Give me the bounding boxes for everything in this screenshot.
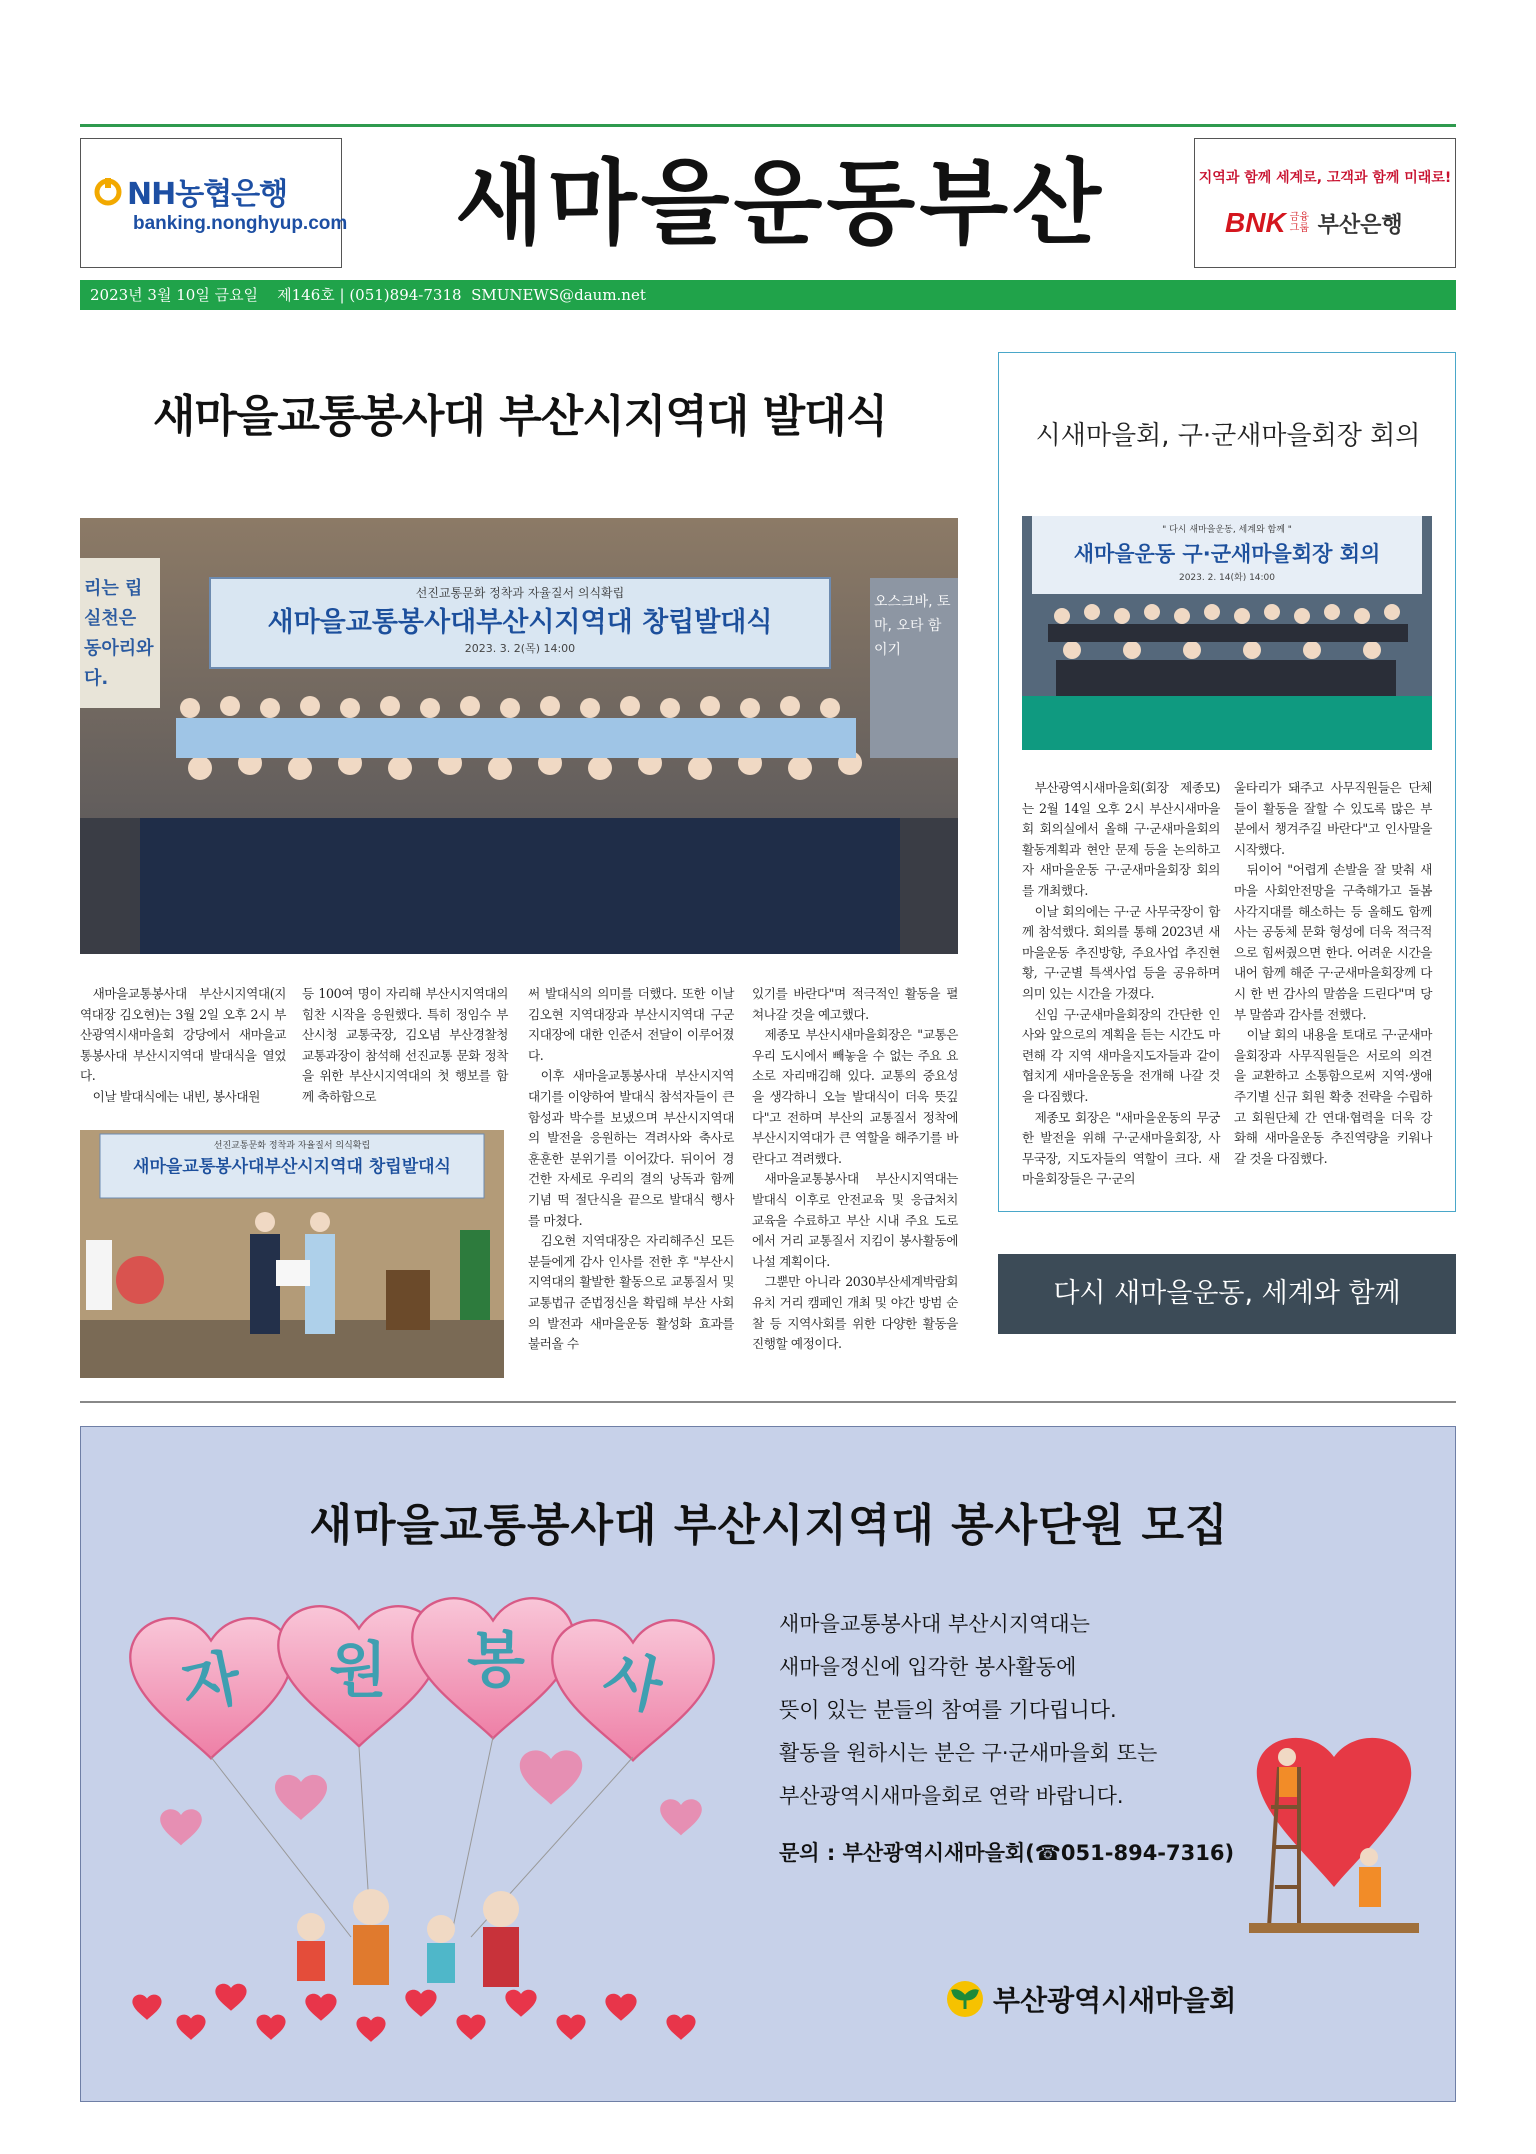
bnk-group-label: 금융그룹 [1289, 212, 1309, 234]
photo-right-wall-text: 오스크바, 토마, 오타 함 이기 [874, 594, 951, 658]
bnk-mark: BNK [1225, 207, 1286, 238]
heart-word-1: 자 [175, 1642, 247, 1724]
photo-left-wall-text: 리는 립 실천은 동아리와 다. [84, 578, 154, 689]
bnk-logo [1225, 207, 1403, 239]
top-rule [80, 124, 1456, 127]
recruit-org-logo [945, 1979, 1236, 2019]
side-article-title: 시새마을회, 구·군새마을회장 회의 [1035, 421, 1421, 451]
main-col2-paragraph: 등 100여 명이 자리해 부산시지역대의 힘찬 시작을 응원했다. 특히 정임수 부산시청 교통국장, 김오념 부산경찰청 교통과장이 참석해 선진교통 문화 정착을 위한 부산시지역대의 첫 행보를 함께 축하함으로 [302, 986, 508, 1104]
main-col3b-paragraph: 이후 새마을교통봉사대 부산시지역대기를 이양하여 발대식 참석자들이 큰 함성과 박수를 보냈으며 부산시지역대의 발전을 응원하는 격려사와 축사로 훈훈한 분위기를 이어갔다. 뒤이어 경건한 자세로 우리의 결의 낭독과 함께 기념 떡 절단식을 끝으로 발대식 행사를 마쳤다. [528, 1068, 734, 1228]
volunteer-painting-illustration [1239, 1727, 1429, 1937]
side-col1a-paragraph: 부산광역시새마을회(회장 제종모)는 2월 14일 오후 2시 부산시새마을회 회의실에서 올해 구·군새마을회의 활동계획과 현안 문제 등을 논의하고자 새마을운동 구·군새마을회장 회의를 개최했다. [1022, 780, 1220, 898]
nh-bank-name: NH농협은행 [127, 177, 288, 212]
main-headline: 새마을교통봉사대 부산시지역대 발대식 [152, 391, 888, 442]
main-article-col-1 [80, 984, 286, 1108]
bnk-bank-ad[interactable] [1194, 138, 1456, 268]
issue-info-bar: 2023년 3월 10일 금요일 제146호 | (051)894-7318 SMUNEWS@daum.net [80, 280, 1456, 310]
main-article-col-3 [528, 984, 734, 1355]
side-col1d-paragraph: 제종모 회장은 "새마을운동의 무궁한 발전을 위해 구·군새마을회장, 사무국장, 지도자들의 역할이 크다. 새마을회장들은 구·군의 [1022, 1109, 1220, 1187]
main-col4b-paragraph: 제종모 부산시새마을회장은 "교통은 우리 도시에서 빼놓을 수 없는 주요 요소로 자리매김해 있다. 교통의 중요성을 생각하니 오늘 발대식이 더욱 뜻깊다"고 전하며 부산의 교통질서 정착에 부산시지역대가 큰 역할을 해주기를 바란다고 격려했다. [752, 1027, 958, 1166]
bnk-slogan: 지역과 함께 세계로, 고객과 함께 미래로! [1198, 170, 1452, 186]
main-col4a-paragraph: 있기를 바란다"며 적극적인 활동을 펼쳐나갈 것을 예고했다. [752, 986, 958, 1022]
main-col4d-paragraph: 그뿐만 아니라 2030부산세계박람회 유치 거리 캠페인 개최 및 야간 방범 순찰 등 지역사회를 위한 다양한 활동을 진행할 예정이다. [752, 1274, 958, 1352]
side-article-col-2 [1234, 778, 1432, 1169]
side-col1c-paragraph: 신임 구·군새마을회장의 간단한 인사와 앞으로의 계획을 듣는 시간도 마련해 각 지역 새마을지도자들과 같이 협치게 새마을운동을 전개해 나갈 것을 다짐했다. [1022, 1006, 1220, 1104]
heart-word-2: 원 [329, 1636, 387, 1706]
recruit-line: 활동을 원하시는 분은 구·군새마을회 또는 [779, 1741, 1158, 1765]
photo-banner-tagline: 선진교통문화 정착과 자율질서 의식확립 [415, 586, 625, 600]
main-col3c-paragraph: 김오현 지역대장은 자리해주신 모든 분들에게 감사 인사를 전한 후 "부산시지역대의 활발한 활동으로 교통질서 및 교통법규 준법정신을 확립해 부산 사회의 발전과 새마을운동 활성화 효과를 불러올 수 [528, 1233, 734, 1352]
recruit-title: 새마을교통봉사대 부산시지역대 봉사단원 모집 [309, 1500, 1229, 1551]
main-col3a-paragraph: 써 발대식의 의미를 더했다. 또한 이날 김오현 지역대장과 부산시지역대 구군 지대장에 대한 인준서 전달이 이루어졌다. [528, 986, 734, 1063]
nh-bank-logo [93, 169, 287, 213]
main-col1-paragraph: 새마을교통봉사대 부산시지역대(지역대장 김오현)는 3월 2일 오후 2시 부산광역시새마을회 강당에서 새마을교통봉사대 부산시지역대 발대식을 열었다. [80, 986, 286, 1084]
recruit-line: 뜻이 있는 분들의 참여를 기다립니다. [779, 1698, 1117, 1722]
recruit-line: 부산광역시새마을회로 연락 바랍니다. [779, 1784, 1124, 1808]
main-col4c-paragraph: 새마을교통봉사대 부산시지역대는 발대식 이후로 안전교육 및 응급처치 교육을 수료하고 부산 시내 주요 도로에서 거리 교통질서 지킴이 봉사활동에 나설 계획이다. [752, 1171, 958, 1269]
photo-banner-title: 새마을교통봉사대부산시지역대 창립발대식 [267, 607, 773, 638]
section-divider [80, 1401, 1456, 1403]
side-col2b-paragraph: 뒤이어 "어렵게 손발을 잘 맞춰 새마을 사회안전망을 구축해가고 돌봄 사각지대를 해소하는 등 올해도 함께 사는 공동체 문화 형성에 더욱 적극적으로 힘써줬으면 한다. 어려운 시간을 내어 함께 해준 구·군새마을회장께 다시 한 번 감사의 말씀을 드린다"며 당부 말씀과 감사를 전했다. [1234, 862, 1432, 1022]
side-photo-tagline: " 다시 새마을운동, 세계와 함께 " [1162, 525, 1292, 535]
main-col1b-paragraph: 이날 발대식에는 내빈, 봉사대원 [92, 1088, 260, 1104]
photo-banner-date: 2023. 3. 2(목) 14:00 [464, 642, 576, 655]
main-article-col-2 [302, 984, 508, 1108]
nh-bank-ad[interactable] [80, 138, 348, 268]
nh-bank-url: banking.nonghyup.com [133, 213, 348, 234]
main-article-col-4 [752, 984, 958, 1355]
side-col1b-paragraph: 이날 회의에는 구·군 사무국장이 함께 참석했다. 회의를 통해 2023년 새마을운동 추진방향, 주요사업 추진현황, 구·군별 특색사업 등을 공유하며 의미 있는 시간을 가졌다. [1022, 903, 1220, 1001]
recruit-line: 새마을교통봉사대 부산시지역대는 [779, 1612, 1090, 1636]
nh-leaf-icon [93, 176, 123, 206]
award-photo [80, 1130, 504, 1378]
side-photo-title: 새마을운동 구·군새마을회장 회의 [1073, 542, 1381, 566]
saemaul-emblem-icon [945, 1979, 985, 2019]
photo2-banner-title: 새마을교통봉사대부산시지역대 창립발대식 [133, 1157, 451, 1177]
ceremony-group-photo [80, 518, 958, 954]
recruit-contact[interactable]: 문의 : 부산광역시새마을회(☎051-894-7316) [779, 1841, 1235, 1865]
heart-word-3: 봉 [467, 1626, 525, 1696]
heart-word-4: 사 [597, 1642, 669, 1724]
photo2-banner-tagline: 선진교통문화 정착과 자율질서 의식확립 [213, 1141, 371, 1151]
side-col2a-paragraph: 울타리가 돼주고 사무직원들은 단체들이 활동을 잘할 수 있도록 많은 부분에서 챙겨주길 바란다"고 인사말을 시작했다. [1234, 780, 1432, 857]
side-col2c-paragraph: 이날 회의 내용을 토대로 구·군새마을회장과 사무직원들은 서로의 의견을 교환하고 소통함으로써 지역·생애주기별 신규 회원 확충 전략을 수립하고 회원단체 간 연대·협력을 더욱 강화해 새마을운동 추진역량을 키워나갈 것을 다짐했다. [1234, 1027, 1432, 1166]
recruit-line: 새마을정신에 입각한 봉사활동에 [779, 1655, 1077, 1679]
recruit-org-name: 부산광역시새마을회 [993, 1984, 1237, 2017]
masthead-title: 새마을운동부산 [454, 149, 1106, 257]
slogan-banner: 다시 새마을운동, 세계와 함께 [998, 1254, 1456, 1334]
recruit-ad-box [80, 1426, 1456, 2102]
side-article-col-1 [1022, 778, 1220, 1190]
bnk-bank-name: 부산은행 [1317, 212, 1403, 238]
meeting-photo [1022, 516, 1432, 750]
side-photo-date: 2023. 2. 14(화) 14:00 [1178, 573, 1276, 583]
